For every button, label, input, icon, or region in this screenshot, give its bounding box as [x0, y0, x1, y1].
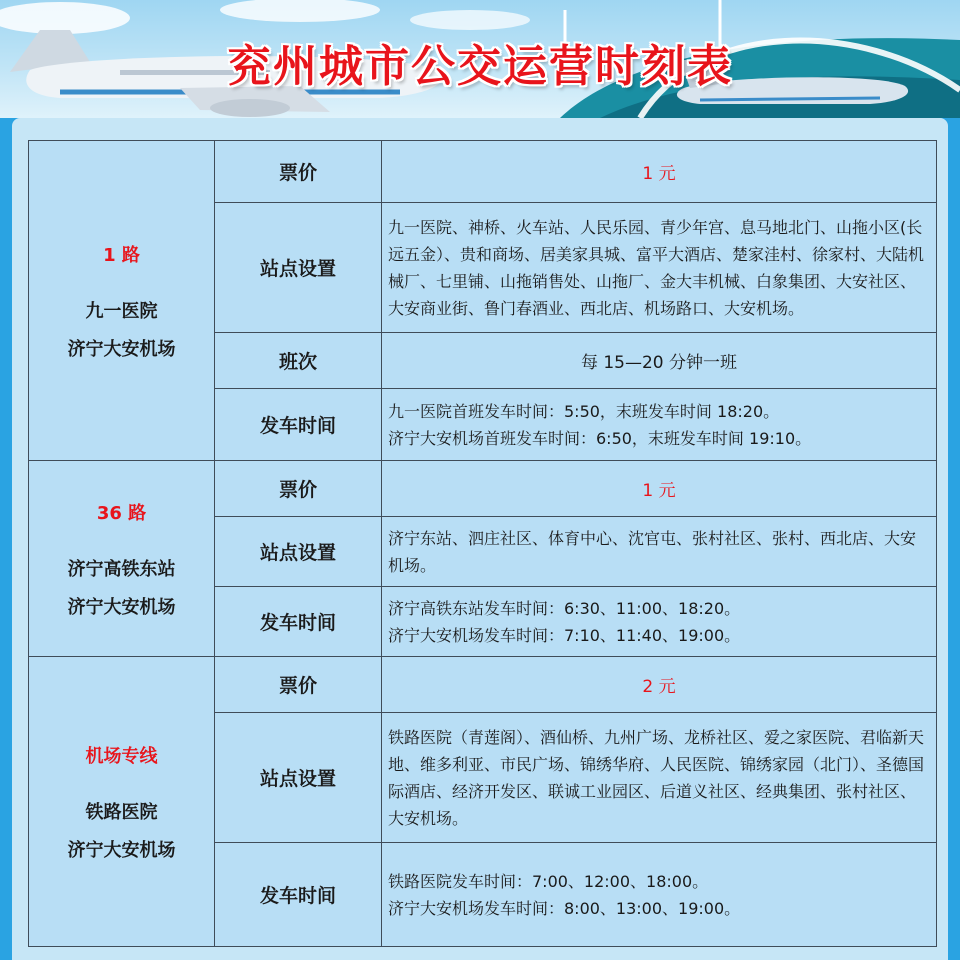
frequency-label: 班次 — [215, 333, 382, 389]
route-start: 济宁高铁东站 — [67, 558, 176, 580]
stops-value: 九一医院、神桥、火车站、人民乐园、青少年宫、息马地北门、山拖小区(长远五金）、贵和商场、居美家具城、富平大酒店、楚家洼村、徐家村、大陆机械厂、七里铺、山拖销售处、山拖厂、金大丰机械、白象集团、大安社区、大安商业街、鲁门春酒业、西北店、机场路口、大安机场。 — [382, 203, 937, 333]
frequency-value: 每 15—20 分钟一班 — [382, 333, 937, 389]
stops-value: 铁路医院（青莲阁）、酒仙桥、九州广场、龙桥社区、爱之家医院、君临新天地、维多利亚、市民广场、锦绣华府、人民医院、锦绣家园（北门）、圣德国际酒店、经济开发区、联诚工业园区、后道义社区、经典集团、张村社区、大安机场。 — [382, 713, 937, 843]
route-cell-1 — [29, 141, 215, 461]
stops-label: 站点设置 — [215, 517, 382, 587]
route-name: 机场专线 — [85, 745, 158, 767]
route-cell-airport — [29, 657, 215, 947]
stops-value: 济宁东站、泗庄社区、体育中心、沈官屯、张村社区、张村、西北店、大安机场。 — [382, 517, 937, 587]
stops-label: 站点设置 — [215, 713, 382, 843]
route-name: 36 路 — [96, 502, 147, 524]
times-line: 济宁大安机场发车时间：8:00、13:00、19:00。 — [388, 898, 741, 918]
price-label: 票价 — [215, 657, 382, 713]
times-value — [382, 389, 937, 461]
route-start: 九一医院 — [85, 300, 158, 322]
times-line: 济宁高铁东站发车时间：6:30、11:00、18:20。 — [388, 598, 741, 618]
times-value — [382, 843, 937, 947]
table-row — [29, 461, 937, 517]
route-name: 1 路 — [103, 244, 140, 266]
page-title: 兖州城市公交运营时刻表 — [227, 41, 733, 92]
price-value: 1 元 — [382, 141, 937, 203]
route-cell-36 — [29, 461, 215, 657]
table-row — [29, 657, 937, 713]
times-line: 铁路医院发车时间：7:00、12:00、18:00。 — [388, 871, 709, 891]
price-label: 票价 — [215, 461, 382, 517]
times-value — [382, 587, 937, 657]
route-start: 铁路医院 — [85, 801, 158, 823]
table-row — [29, 141, 937, 203]
times-label: 发车时间 — [215, 843, 382, 947]
times-line: 济宁大安机场发车时间：7:10、11:40、19:00。 — [388, 625, 741, 645]
times-label: 发车时间 — [215, 587, 382, 657]
price-value: 2 元 — [382, 657, 937, 713]
stops-label: 站点设置 — [215, 203, 382, 333]
header-banner — [0, 0, 960, 118]
route-end: 济宁大安机场 — [67, 839, 176, 861]
times-line: 济宁大安机场首班发车时间：6:50，末班发车时间 19:10。 — [388, 428, 812, 448]
timetable — [28, 140, 937, 947]
route-end: 济宁大安机场 — [67, 596, 176, 618]
route-end: 济宁大安机场 — [67, 338, 176, 360]
price-label: 票价 — [215, 141, 382, 203]
times-label: 发车时间 — [215, 389, 382, 461]
times-line: 九一医院首班发车时间：5:50，末班发车时间 18:20。 — [388, 401, 780, 421]
price-value: 1 元 — [382, 461, 937, 517]
